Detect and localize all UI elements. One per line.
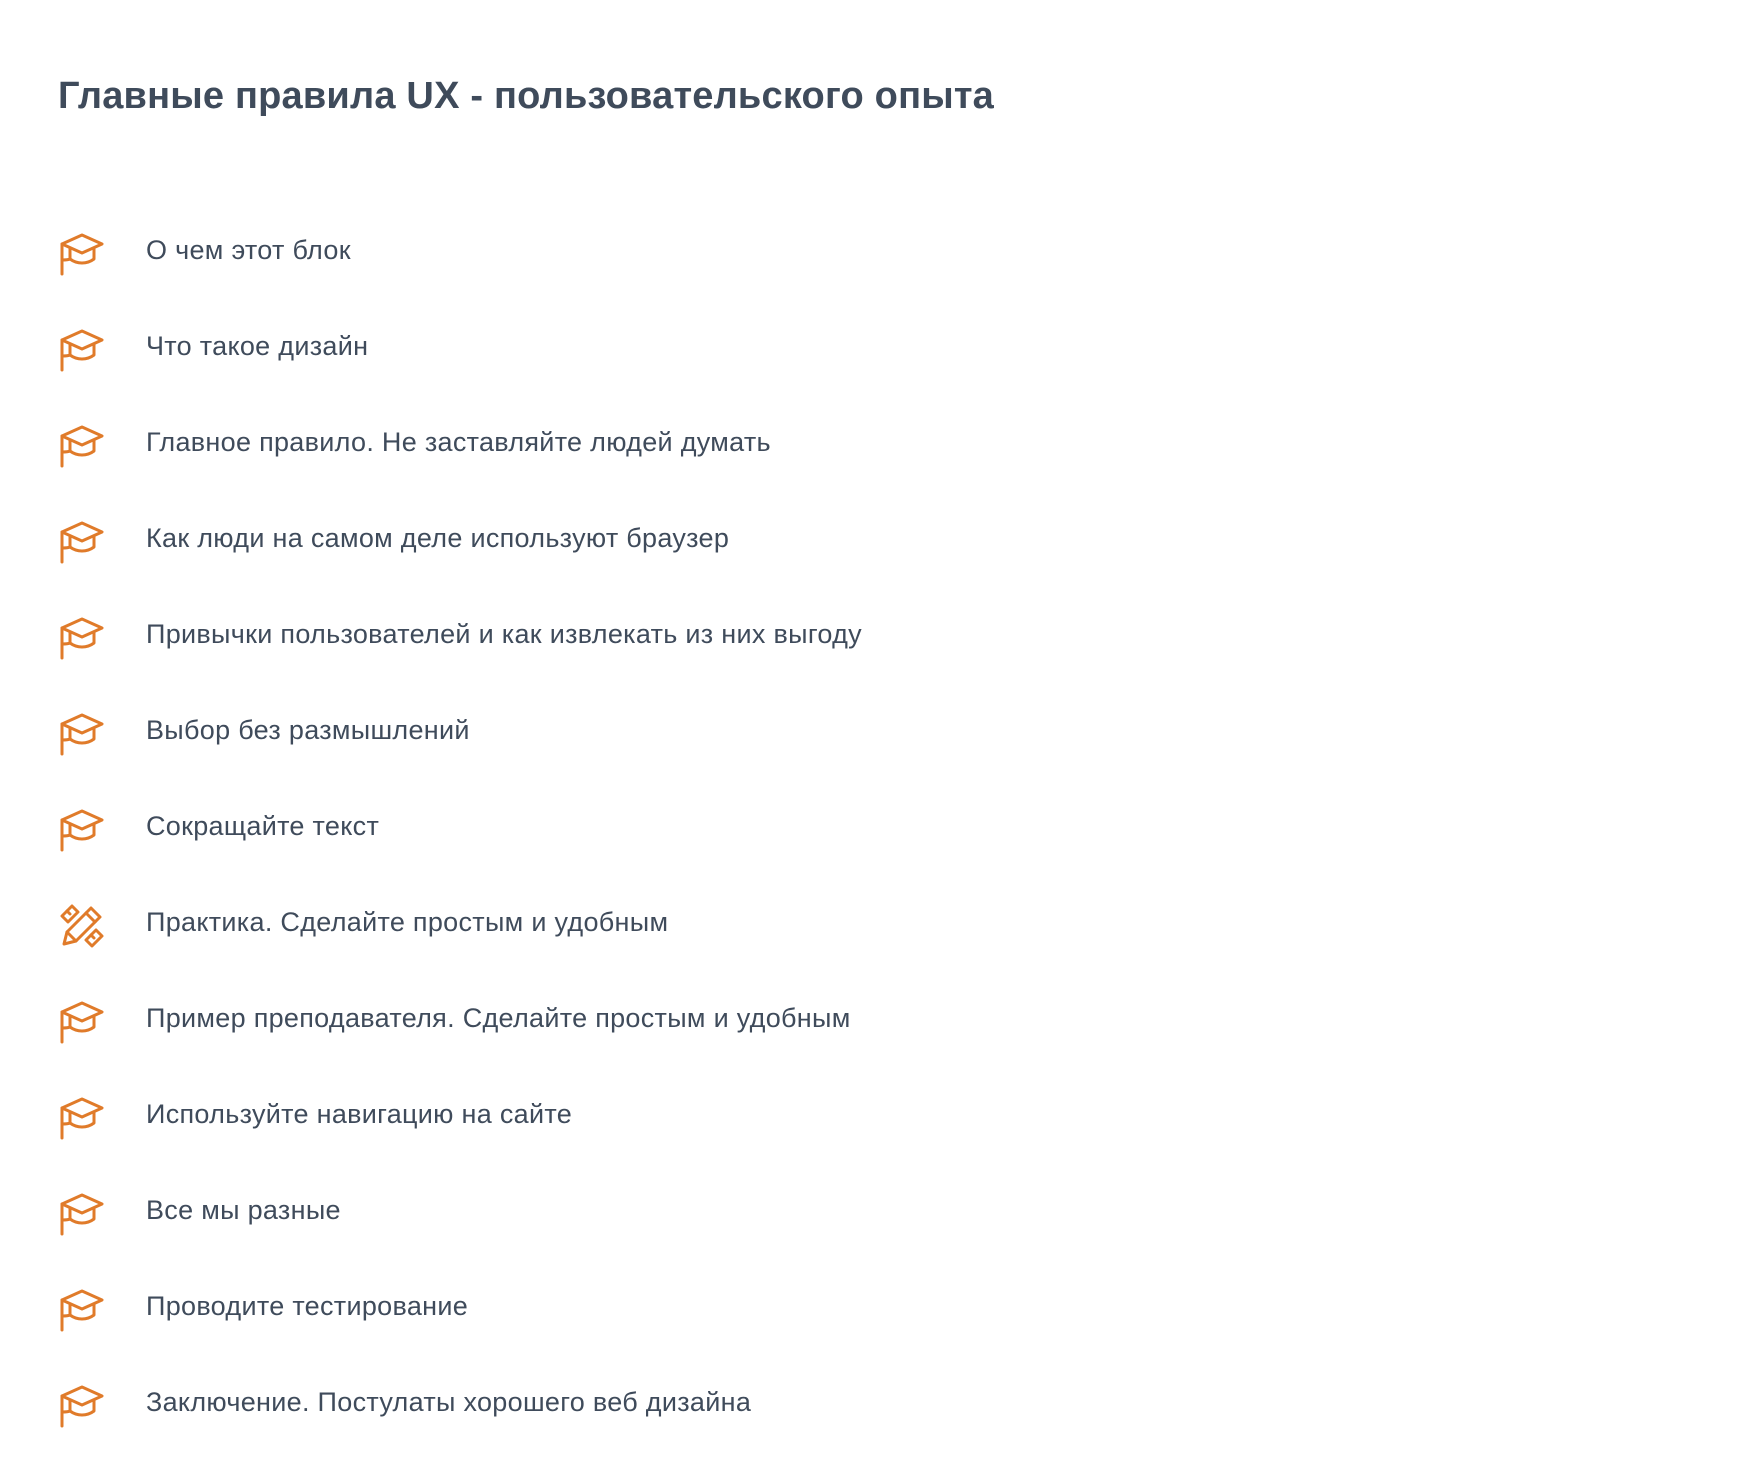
- lesson-label: Используйте навигацию на сайте: [146, 1099, 573, 1129]
- graduation-cap-icon: [58, 614, 106, 662]
- pencil-ruler-icon: [58, 902, 106, 950]
- graduation-cap-icon: [58, 422, 106, 470]
- lesson-label: Что такое дизайн: [146, 331, 369, 361]
- lesson-label: Выбор без размышлений: [146, 715, 470, 745]
- lesson-label: Как люди на самом деле используют браузер: [146, 523, 730, 553]
- lesson-label: Проводите тестирование: [146, 1291, 469, 1321]
- graduation-cap-icon: [58, 710, 106, 758]
- lesson-label: Главное правило. Не заставляйте людей думать: [146, 427, 771, 457]
- lesson-label: О чем этот блок: [146, 235, 351, 265]
- graduation-cap-icon: [58, 1382, 106, 1430]
- lesson-label: Сокращайте текст: [146, 811, 380, 841]
- graduation-cap-icon: [58, 1190, 106, 1238]
- graduation-cap-icon: [58, 1286, 106, 1334]
- graduation-cap-icon: [58, 998, 106, 1046]
- graduation-cap-icon: [58, 1094, 106, 1142]
- lesson-label: Пример преподавателя. Сделайте простым и удобным: [146, 1003, 851, 1033]
- graduation-cap-icon: [58, 326, 106, 374]
- module-title: Главные правила UX - пользовательского опыта: [58, 75, 995, 117]
- graduation-cap-icon: [58, 806, 106, 854]
- lesson-label: Практика. Сделайте простым и удобным: [146, 907, 669, 937]
- graduation-cap-icon: [58, 230, 106, 278]
- lesson-label: Привычки пользователей и как извлекать из них выгоду: [146, 619, 862, 649]
- lesson-label: Все мы разные: [146, 1195, 341, 1225]
- graduation-cap-icon: [58, 518, 106, 566]
- lesson-label: Заключение. Постулаты хорошего веб дизайна: [146, 1387, 752, 1417]
